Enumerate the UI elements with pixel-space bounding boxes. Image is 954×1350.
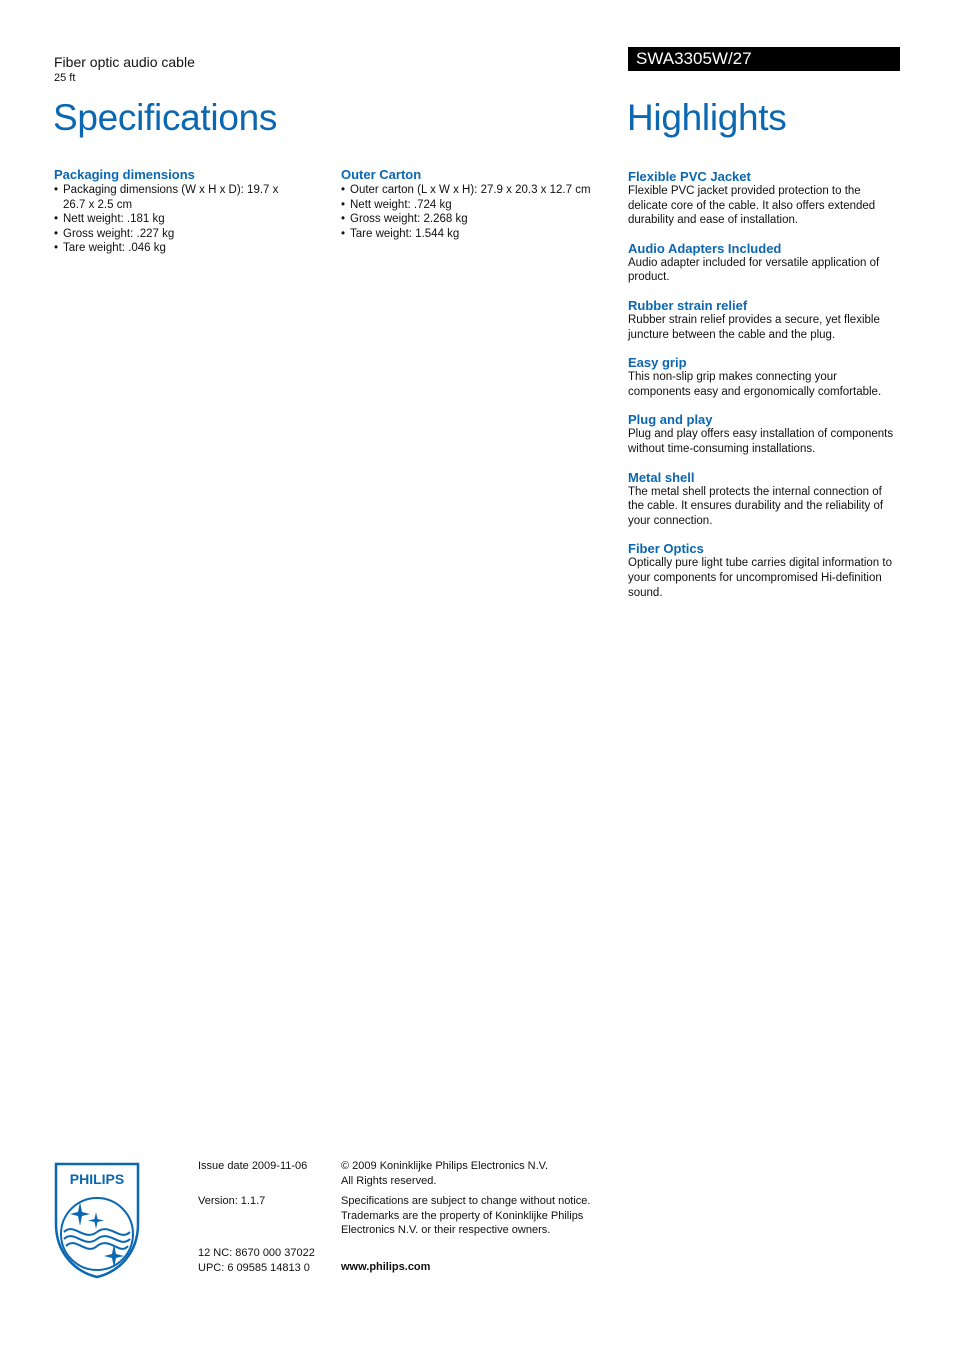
website-link[interactable]: www.philips.com bbox=[341, 1261, 431, 1273]
highlight-text: The metal shell protects the internal connection of the cable. It ensures durability and the reliability of your connection. bbox=[628, 485, 884, 527]
highlight-item bbox=[628, 169, 900, 228]
disclaimer bbox=[341, 1194, 611, 1238]
copyright bbox=[341, 1159, 611, 1188]
highlight-heading: Metal shell bbox=[628, 469, 695, 485]
specifications-title: Specifications bbox=[53, 97, 278, 138]
highlight-item bbox=[628, 412, 900, 456]
highlight-item bbox=[628, 241, 900, 285]
highlight-item bbox=[628, 298, 900, 342]
highlight-text: Optically pure light tube carries digital information to your components for uncompromised Hi-definition sound. bbox=[628, 557, 892, 599]
list-item: • Outer carton (L x W x H): 27.9 x 20.3 x 12.7 cm bbox=[341, 183, 616, 198]
list-item: • Nett weight: .181 kg bbox=[54, 212, 284, 227]
highlights-title: Highlights bbox=[627, 97, 787, 138]
disclaimer-line: Specifications are subject to change without notice. bbox=[341, 1195, 591, 1207]
list-item: • Tare weight: 1.544 kg bbox=[341, 227, 616, 242]
copyright-line: © 2009 Koninklijke Philips Electronics N.V. bbox=[341, 1160, 549, 1172]
outer-carton-list bbox=[341, 183, 616, 241]
product-length: 25 ft bbox=[54, 72, 76, 84]
disclaimer-line: Electronics N.V. or their respective owners. bbox=[341, 1224, 551, 1237]
highlight-item bbox=[628, 355, 900, 399]
outer-carton-heading: Outer Carton bbox=[341, 167, 422, 182]
highlight-heading: Audio Adapters Included bbox=[628, 240, 782, 256]
highlight-heading: Fiber Optics bbox=[628, 541, 704, 557]
highlight-heading: Easy grip bbox=[628, 355, 687, 371]
highlight-item bbox=[628, 541, 900, 600]
list-item: • Nett weight: .724 kg bbox=[341, 198, 616, 213]
disclaimer-line: Trademarks are the property of Koninklijke Philips bbox=[341, 1209, 584, 1222]
nc-code: 12 NC: 8670 000 37022 bbox=[198, 1247, 315, 1259]
highlight-heading: Plug and play bbox=[628, 412, 713, 428]
highlight-text: Flexible PVC jacket provided protection to the delicate core of the cable. It also offers extended durability and ease of installation. bbox=[628, 185, 876, 227]
list-item: • Gross weight: 2.268 kg bbox=[341, 212, 616, 227]
highlight-item bbox=[628, 470, 900, 529]
highlight-heading: Flexible PVC Jacket bbox=[628, 169, 751, 184]
list-item: • Tare weight: .046 kg bbox=[54, 241, 284, 256]
list-item: • Gross weight: .227 kg bbox=[54, 227, 284, 242]
packaging-dimensions-section bbox=[54, 167, 284, 256]
highlight-text: Plug and play offers easy installation of components without time-consuming installations. bbox=[628, 428, 894, 455]
product-name: Fiber optic audio cable bbox=[54, 54, 195, 70]
rights-line: All Rights reserved. bbox=[341, 1174, 437, 1187]
highlight-heading: Rubber strain relief bbox=[628, 297, 748, 313]
logo-wordmark: PHILIPS bbox=[69, 1171, 125, 1187]
issue-date: Issue date 2009-11-06 bbox=[198, 1160, 308, 1172]
packaging-dimensions-heading: Packaging dimensions bbox=[54, 167, 195, 182]
highlights-list bbox=[628, 169, 900, 613]
philips-shield-logo bbox=[54, 1162, 140, 1279]
packaging-dimensions-list bbox=[54, 183, 284, 256]
upc-code: UPC: 6 09585 14813 0 bbox=[198, 1261, 310, 1274]
version: Version: 1.1.7 bbox=[198, 1195, 266, 1207]
list-item: • Packaging dimensions (W x H x D): 19.7 x 26.7 x 2.5 cm bbox=[54, 183, 284, 212]
model-number-bar: SWA3305W/27 bbox=[628, 47, 900, 71]
outer-carton-section bbox=[341, 167, 616, 241]
highlight-text: Audio adapter included for versatile application of product. bbox=[628, 256, 880, 284]
highlight-text: This non-slip grip makes connecting your components easy and ergonomically comfortable. bbox=[628, 371, 882, 398]
highlight-text: Rubber strain relief provides a secure, yet flexible juncture between the cable and the plug. bbox=[628, 313, 880, 341]
product-codes bbox=[198, 1246, 315, 1275]
